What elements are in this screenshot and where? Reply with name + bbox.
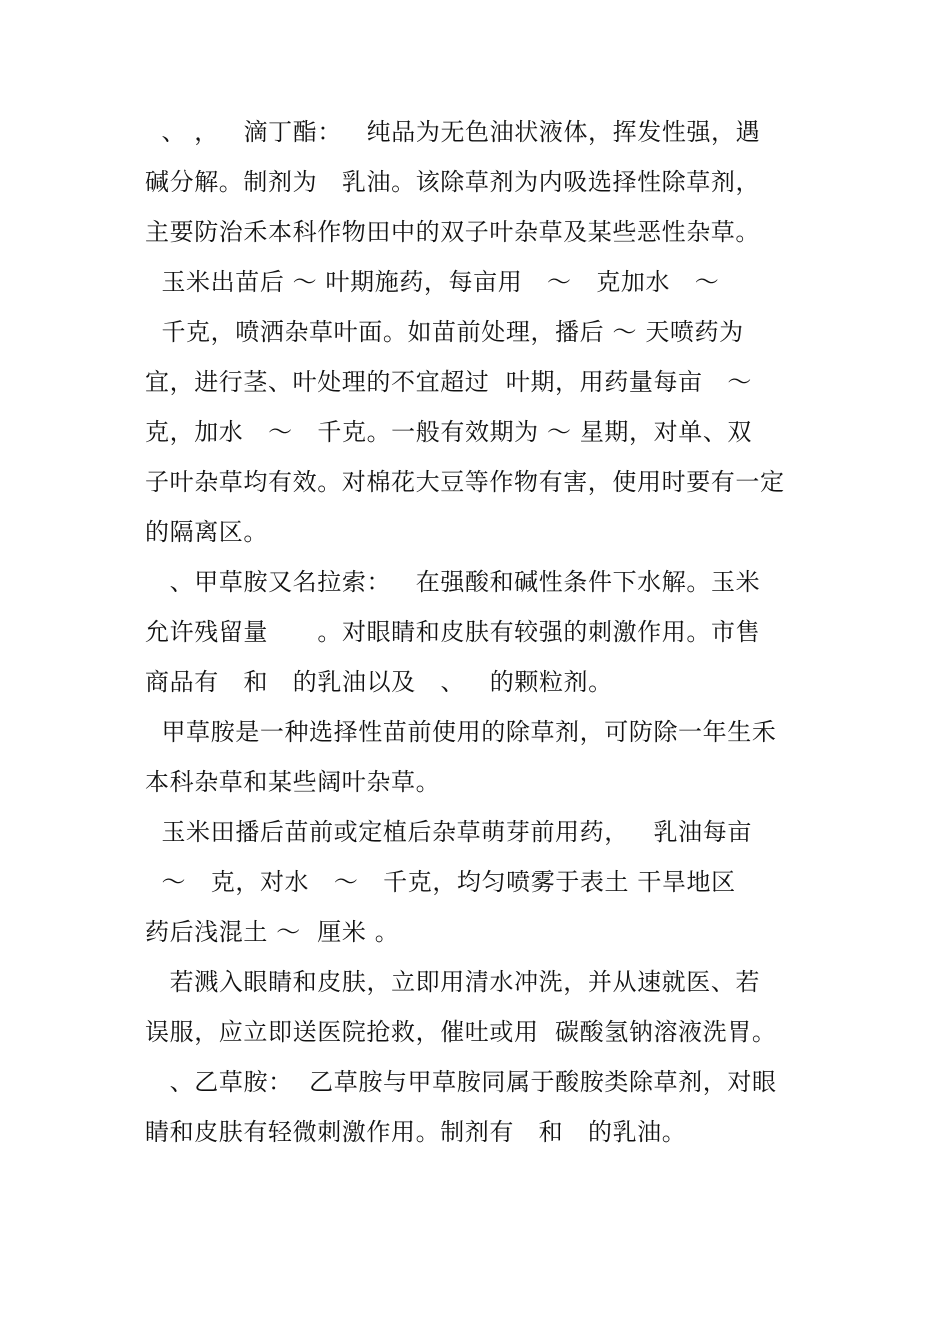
text-line: 、乙草胺： 乙草胺与甲草胺同属于酸胺类除草剂，对眼	[145, 1068, 777, 1096]
text-line: 克，加水 ～ 千克。一般有效期为 ～ 星期，对单、双	[145, 418, 753, 446]
text-line: 玉米田播后苗前或定植后杂草萌芽前用药， 乳油每亩	[145, 818, 752, 846]
text-line: 甲草胺是一种选择性苗前使用的除草剂，可防除一年生禾	[145, 718, 777, 746]
text-line: ～ 克，对水 ～ 千克，均匀喷雾于表土 干旱地区	[145, 868, 736, 896]
text-line: 子叶杂草均有效。对棉花大豆等作物有害，使用时要有一定	[145, 468, 785, 496]
text-line: 、 ， 滴丁酯： 纯品为无色油状液体，挥发性强，遇	[145, 118, 761, 146]
text-line: 误服，应立即送医院抢救，催吐或用 碳酸氢钠溶液洗胃。	[145, 1018, 777, 1046]
text-line: 睛和皮肤有轻微刺激作用。制剂有 和 的乳油。	[145, 1118, 687, 1146]
text-line: 本科杂草和某些阔叶杂草。	[145, 768, 441, 796]
text-line: 主要防治禾本科作物田中的双子叶杂草及某些恶性杂草。	[145, 218, 760, 246]
text-line: 若溅入眼睛和皮肤，立即用清水冲洗，并从速就医、若	[145, 968, 761, 996]
text-line: 商品有 和 的乳油以及 、 的颗粒剂。	[145, 668, 613, 696]
text-line: 的隔离区。	[145, 518, 268, 546]
text-line: 宜，进行茎、叶处理的不宜超过 叶期，用药量每亩 ～	[145, 368, 752, 396]
text-line: 千克，喷洒杂草叶面。如苗前处理，播后 ～ 天喷药为	[145, 318, 744, 346]
text-line: 玉米出苗后 ～ 叶期施药，每亩用 ～ 克加水 ～	[145, 268, 720, 296]
text-line: 、甲草胺又名拉索： 在强酸和碱性条件下水解。玉米	[145, 568, 761, 596]
text-line: 允许残留量 。对眼睛和皮肤有较强的刺激作用。市售	[145, 618, 761, 646]
text-line: 碱分解。制剂为 乳油。该除草剂为内吸选择性除草剂，	[145, 168, 761, 196]
text-line: 药后浅混土 ～ 厘米 。	[145, 918, 400, 946]
